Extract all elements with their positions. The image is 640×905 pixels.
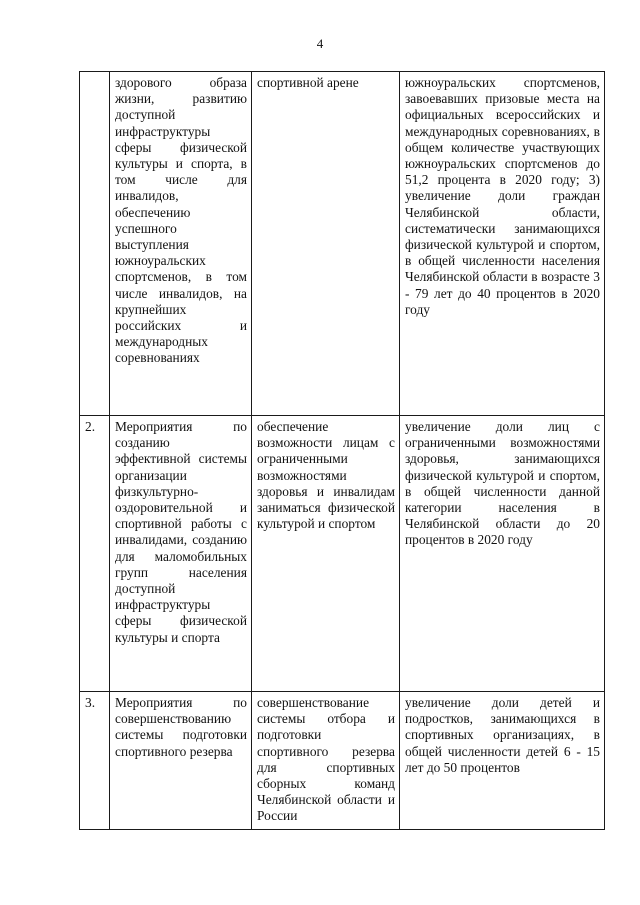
row-number-cell — [80, 72, 110, 416]
measure-aim-cell: спортивной арене — [252, 72, 400, 416]
measure-name-cell: Мероприятия по совершенствованию системы подготовки спортивного резерва — [110, 692, 252, 830]
measure-name-cell: здорового образа жизни, развитию доступной инфраструктуры сферы физической культуры и спорта, в том числе для инвалидов, обеспечению успешного выступления южноуральских спортсменов, в том числе инвалидов, на крупнейших российских и международных соревнованиях — [110, 72, 252, 416]
row-number-cell: 3. — [80, 692, 110, 830]
program-table — [79, 71, 605, 830]
page-number: 4 — [316, 36, 324, 51]
table-row — [80, 416, 605, 692]
measure-result-cell: увеличение доли детей и подростков, занимающихся в спортивных организациях, в общей численности детей 6 - 15 лет до 50 процентов — [400, 692, 605, 830]
table-row — [80, 72, 605, 416]
measure-result-cell: увеличение доли лиц с ограниченными возможностями здоровья, занимающихся физической культурой и спортом, в общей численности данной категории населения в Челябинской области до 20 процентов в 2020 году — [400, 416, 605, 692]
measure-aim-cell: совершенствование системы отбора и подготовки спортивного резерва для спортивных сборных команд Челябинской области и России — [252, 692, 400, 830]
measure-name-cell: Мероприятия по созданию эффективной системы организации физкультурно-оздоровительной и спортивной работы с инвалидами, созданию для маломобильных групп населения доступной инфраструктуры сферы физической культуры и спорта — [110, 416, 252, 692]
measure-result-cell: южноуральских спортсменов, завоевавших призовые места на официальных всероссийских и международных соревнованиях, в общем количестве участвующих южноуральских спортсменов до 51,2 процента в 2020 году; 3) увеличение доли граждан Челябинской области, систематически занимающихся физической культурой и спортом, в общей численности населения Челябинской области в возрасте 3 - 79 лет до 40 процентов в 2020 году — [400, 72, 605, 416]
table-row — [80, 692, 605, 830]
row-number-cell: 2. — [80, 416, 110, 692]
measure-aim-cell: обеспечение возможности лицам с ограниченными возможностями здоровья и инвалидам заниматься физической культурой и спортом — [252, 416, 400, 692]
